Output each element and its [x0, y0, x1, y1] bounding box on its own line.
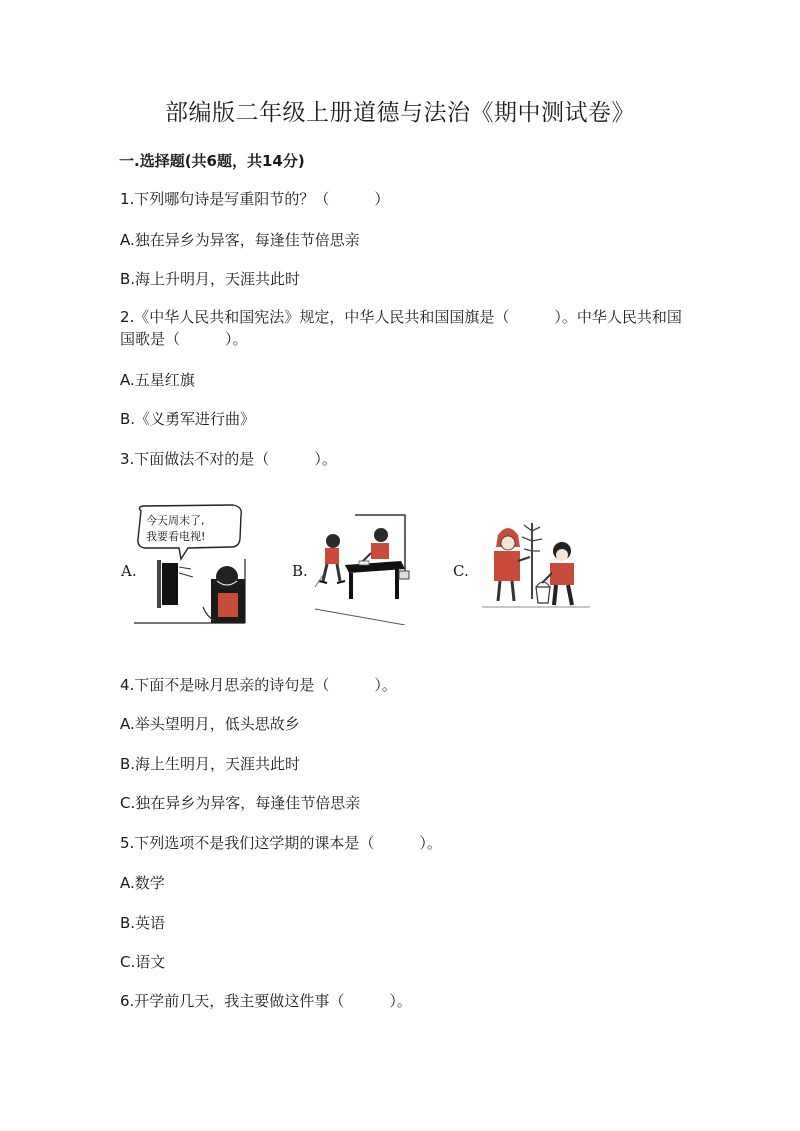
question-4-option-a: A.举头望明月，低头思故乡 — [120, 715, 300, 733]
question-6-stem: 6.开学前几天，我主要做这件事（ ）。 — [120, 992, 412, 1010]
question-5-option-a: A.数学 — [120, 874, 165, 892]
question-4-option-b: B.海上生明月，天涯共此时 — [120, 755, 301, 773]
question-2-option-b: B.《义勇军进行曲》 — [120, 410, 256, 428]
speech-bubble-line-2: 我要看电视! — [146, 530, 206, 543]
page-title: 部编版二年级上册道德与法治《期中测试卷》 — [165, 100, 635, 126]
question-5-option-c: C.语文 — [120, 953, 166, 971]
question-5-stem: 5.下列选项不是我们这学期的课本是（ ）。 — [120, 834, 442, 852]
question-1-option-a: A.独在异乡为异客，每逢佳节倍思亲 — [120, 231, 360, 249]
question-4-stem: 4.下面不是咏月思亲的诗句是（ ）。 — [120, 676, 397, 694]
question-1-stem: 1.下列哪句诗是写重阳节的？（ ） — [120, 190, 390, 208]
illustration-planting-tree — [480, 517, 592, 610]
speech-bubble-line-1: 今天周末了, — [146, 514, 205, 527]
question-2-option-a: A.五星红旗 — [120, 371, 195, 389]
question-3-option-c-letter: C. — [453, 562, 469, 580]
question-3-stem: 3.下面做法不对的是（ ）。 — [120, 450, 337, 468]
question-3-option-b-letter: B. — [292, 562, 308, 580]
question-2-stem: 2.《中华人民共和国宪法》规定，中华人民共和国国旗是（ ）。中华人民共和国国歌是（ ）。 — [120, 308, 682, 348]
section-heading: 一.选择题(共6题，共14分) — [119, 152, 305, 170]
question-5-option-b: B.英语 — [120, 914, 166, 932]
illustration-cleaning — [313, 513, 415, 625]
question-3-option-a-letter: A. — [121, 562, 137, 580]
question-4-option-c: C.独在异乡为异客，每逢佳节倍思亲 — [120, 794, 361, 812]
question-1-option-b: B.海上升明月，天涯共此时 — [120, 270, 301, 288]
illustration-watching-tv — [133, 503, 248, 628]
